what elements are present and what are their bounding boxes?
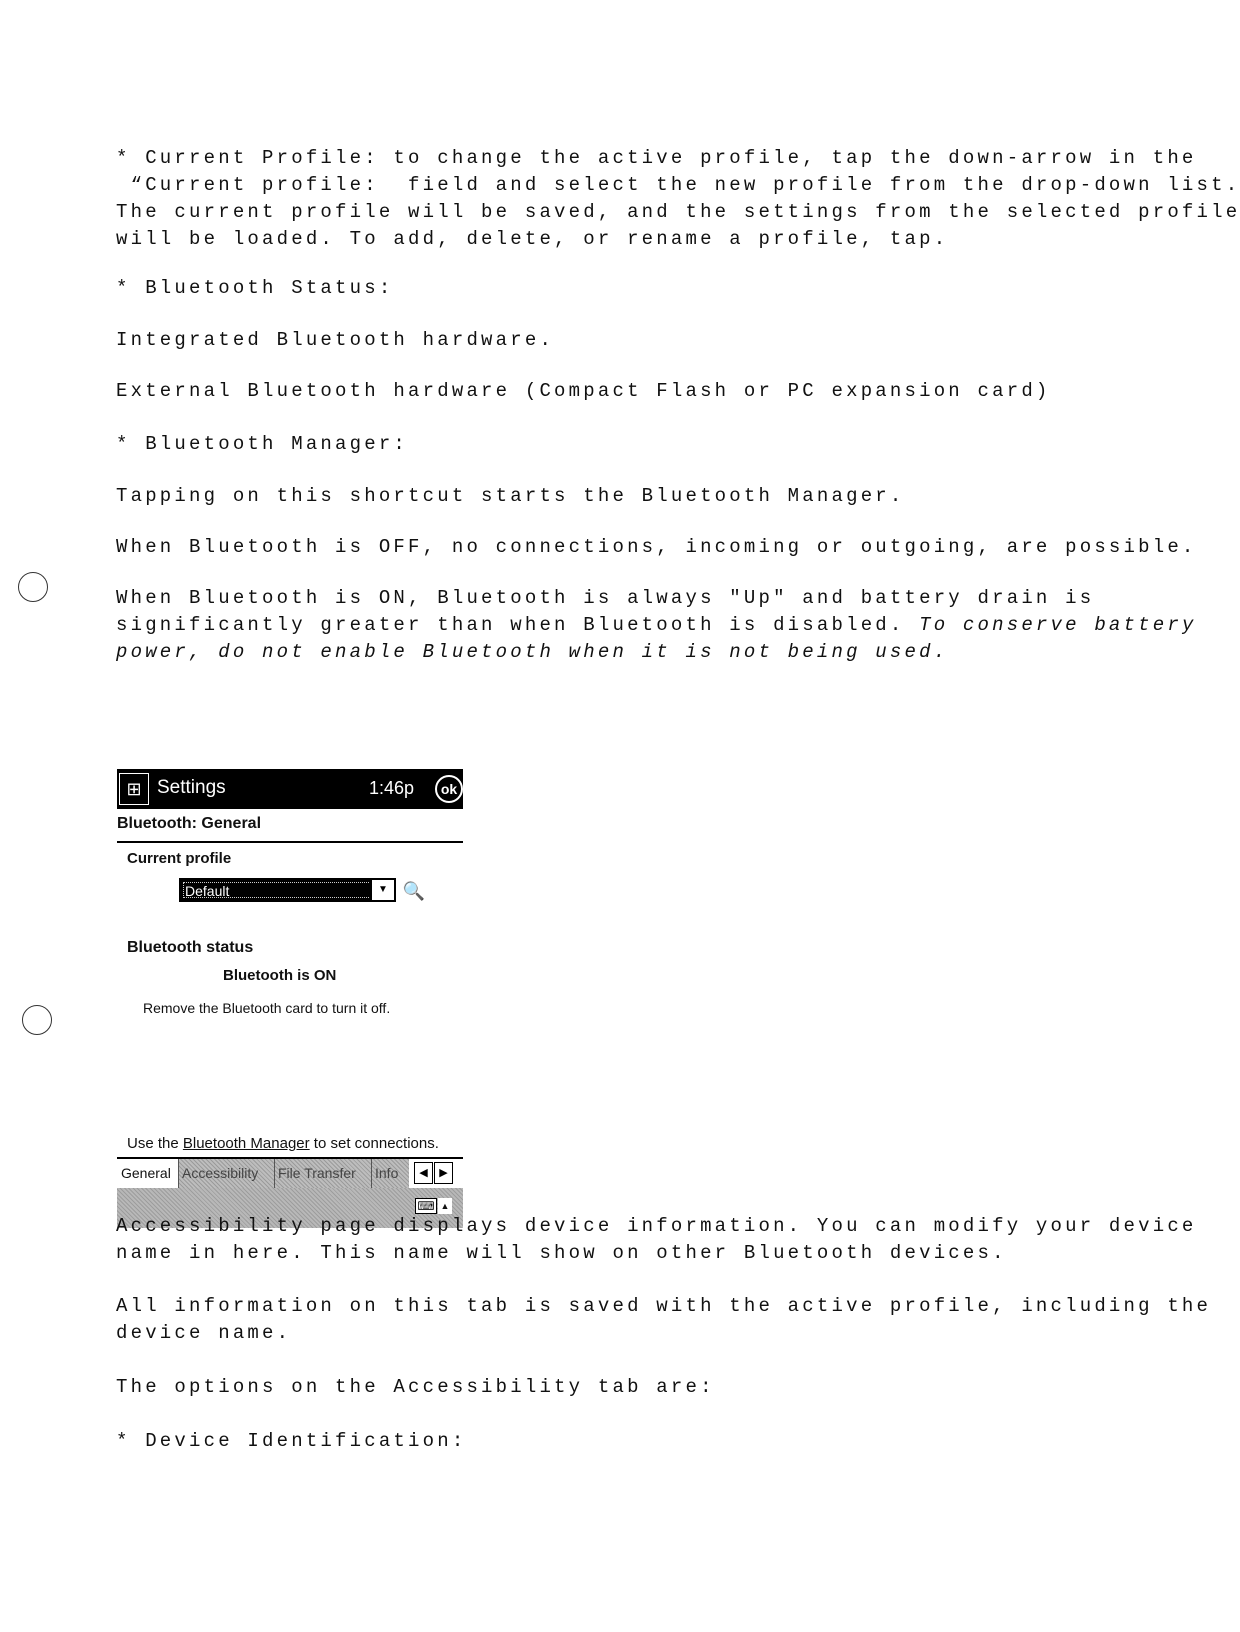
header-divider: [117, 841, 463, 843]
keyboard-icon[interactable]: ⌨: [415, 1198, 437, 1214]
manager-line: Use the Bluetooth Manager to set connections.: [127, 1135, 439, 1152]
tab-info[interactable]: Info: [371, 1159, 409, 1188]
all-info-paragraph: All information on this tab is saved with the active profile, including the device name.: [116, 1295, 1212, 1344]
punch-hole: [18, 572, 48, 602]
profile-value: Default: [183, 882, 371, 898]
pda-settings-screenshot: [117, 769, 463, 1229]
bluetooth-status-hint: Remove the Bluetooth card to turn it off.: [143, 1000, 391, 1016]
device-identification-heading: * Device Identification:: [116, 1430, 467, 1452]
punch-hole: [22, 1005, 52, 1035]
tapping-text: Tapping on this shortcut starts the Bluetooth Manager.: [116, 485, 905, 507]
chevron-up-icon[interactable]: ▲: [438, 1198, 452, 1214]
bluetooth-status-label: Bluetooth status: [127, 939, 254, 956]
bluetooth-status-value: Bluetooth is ON: [223, 967, 337, 984]
current-profile-label: Current profile: [127, 850, 232, 867]
app-title: Settings: [157, 777, 226, 798]
chevron-left-icon[interactable]: ◀: [414, 1162, 433, 1184]
tab-strip: [117, 1157, 463, 1188]
page-header: Bluetooth: General: [117, 815, 262, 832]
bluetooth-status-heading: * Bluetooth Status:: [116, 277, 394, 299]
current-profile-paragraph: * Current Profile: to change the active profile, tap the down-arrow in the “Current profile: field and select the new profile from the drop-down list. The current profile will be saved, and the settings from the selected profile will be loaded. To add, delete, or rename a profile, tap.: [116, 147, 1240, 250]
tab-accessibility[interactable]: Accessibility: [178, 1159, 274, 1188]
when-on-paragraph: When Bluetooth is ON, Bluetooth is always "Up" and battery drain is significantly greater than when Bluetooth is disabled. To conserve battery power, do not enable Bluetooth when it is not being used.: [116, 587, 1197, 663]
external-hardware-text: External Bluetooth hardware (Compact Flash or PC expansion card): [116, 380, 1051, 402]
chevron-down-icon[interactable]: ▼: [370, 880, 394, 900]
options-text: The options on the Accessibility tab are:: [116, 1376, 715, 1398]
integrated-hardware-text: Integrated Bluetooth hardware.: [116, 329, 555, 351]
chevron-right-icon[interactable]: ▶: [434, 1162, 453, 1184]
windows-start-icon[interactable]: ⊞: [119, 773, 149, 805]
accessibility-paragraph: Accessibility page displays device information. You can modify your device name in here. This name will show on other Bluetooth devices.: [116, 1215, 1197, 1264]
tab-file-transfer[interactable]: File Transfer: [274, 1159, 371, 1188]
bluetooth-manager-link[interactable]: Bluetooth Manager: [182, 1135, 310, 1152]
tab-general[interactable]: General: [117, 1159, 178, 1188]
clock: 1:46p: [369, 778, 415, 798]
bluetooth-manager-heading: * Bluetooth Manager:: [116, 433, 409, 455]
profile-tool-icon[interactable]: 🔍: [402, 881, 426, 901]
title-bar: [117, 769, 463, 809]
ok-button[interactable]: ok: [435, 775, 463, 803]
profile-dropdown[interactable]: [179, 878, 396, 902]
when-off-text: When Bluetooth is OFF, no connections, incoming or outgoing, are possible.: [116, 536, 1197, 558]
